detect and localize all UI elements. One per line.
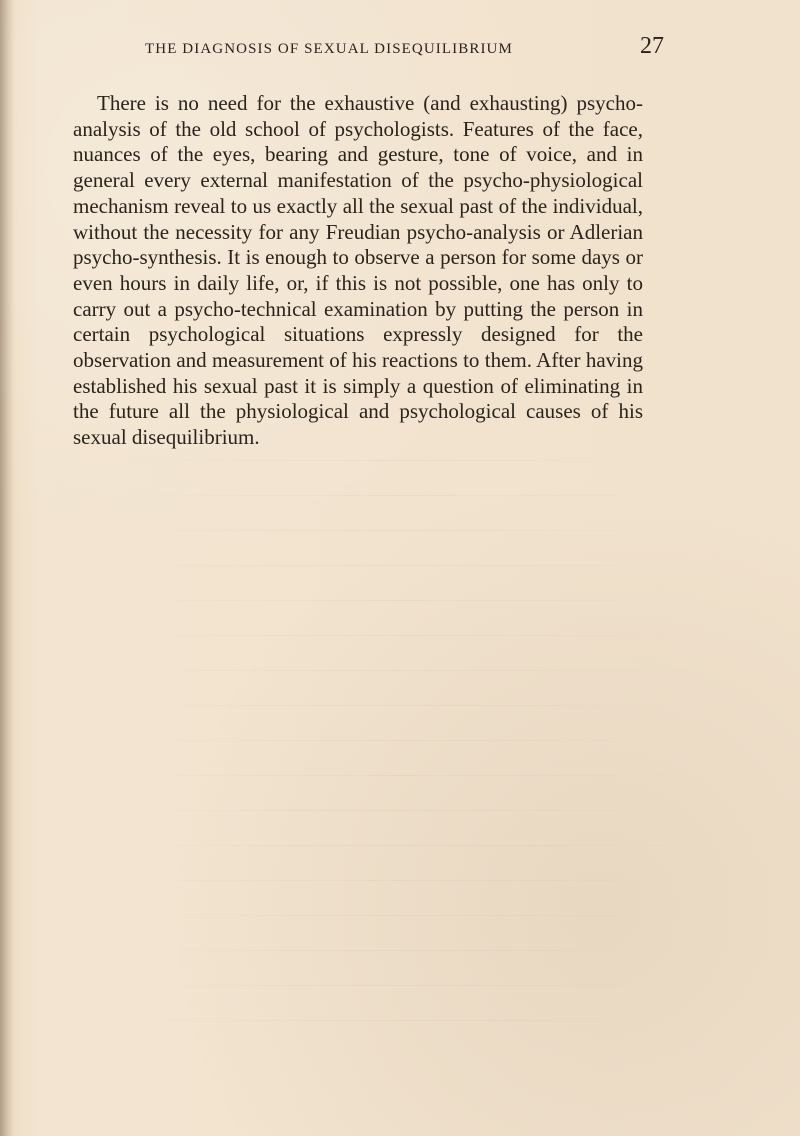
bleed-through-line	[78, 565, 718, 566]
running-header	[145, 33, 664, 61]
chapter-title: THE DIAGNOSIS OF SEXUAL DISEQUILIBRIUM	[145, 41, 513, 57]
bleed-through-line	[78, 705, 718, 706]
bleed-through-line	[78, 600, 718, 601]
bleed-through-line	[78, 740, 718, 741]
page-number: 27	[640, 33, 664, 59]
bleed-through-line	[78, 460, 718, 461]
bleed-through-line	[78, 1020, 718, 1021]
bleed-through-line	[78, 495, 718, 496]
bleed-through-texture	[78, 460, 718, 1080]
bleed-through-line	[78, 880, 718, 881]
bleed-through-line	[78, 915, 718, 916]
body-paragraph: There is no need for the exhaustive (and exhausting) psycho-analysis of the old school of psychologists. Features of the face, nuances of the eyes, bearing and gesture, tone of voice, and in general every external manifestation of the psycho-physiological mechanism reveal to us exactly all the sexual past of the individual, without the necessity for any Freudian psycho-analysis or Adlerian psycho-synthesis. It is enough to observe a person for some days or even hours in daily life, or, if this is not possible, one has only to carry out a psycho-technical examination by putting the person in certain psychological situations expressly designed for the observation and measurement of his reactions to them. After having established his sexual past it is simply a question of eliminating in the future all the physiological and psychological causes of his sexual disequilibrium.	[73, 91, 643, 450]
book-spine-shadow	[0, 0, 14, 1136]
bleed-through-line	[78, 845, 718, 846]
bleed-through-line	[78, 950, 718, 951]
bleed-through-line	[78, 810, 718, 811]
bleed-through-line	[78, 985, 718, 986]
bleed-through-line	[78, 530, 718, 531]
bleed-through-line	[78, 775, 718, 776]
bleed-through-line	[78, 635, 718, 636]
bleed-through-line	[78, 670, 718, 671]
